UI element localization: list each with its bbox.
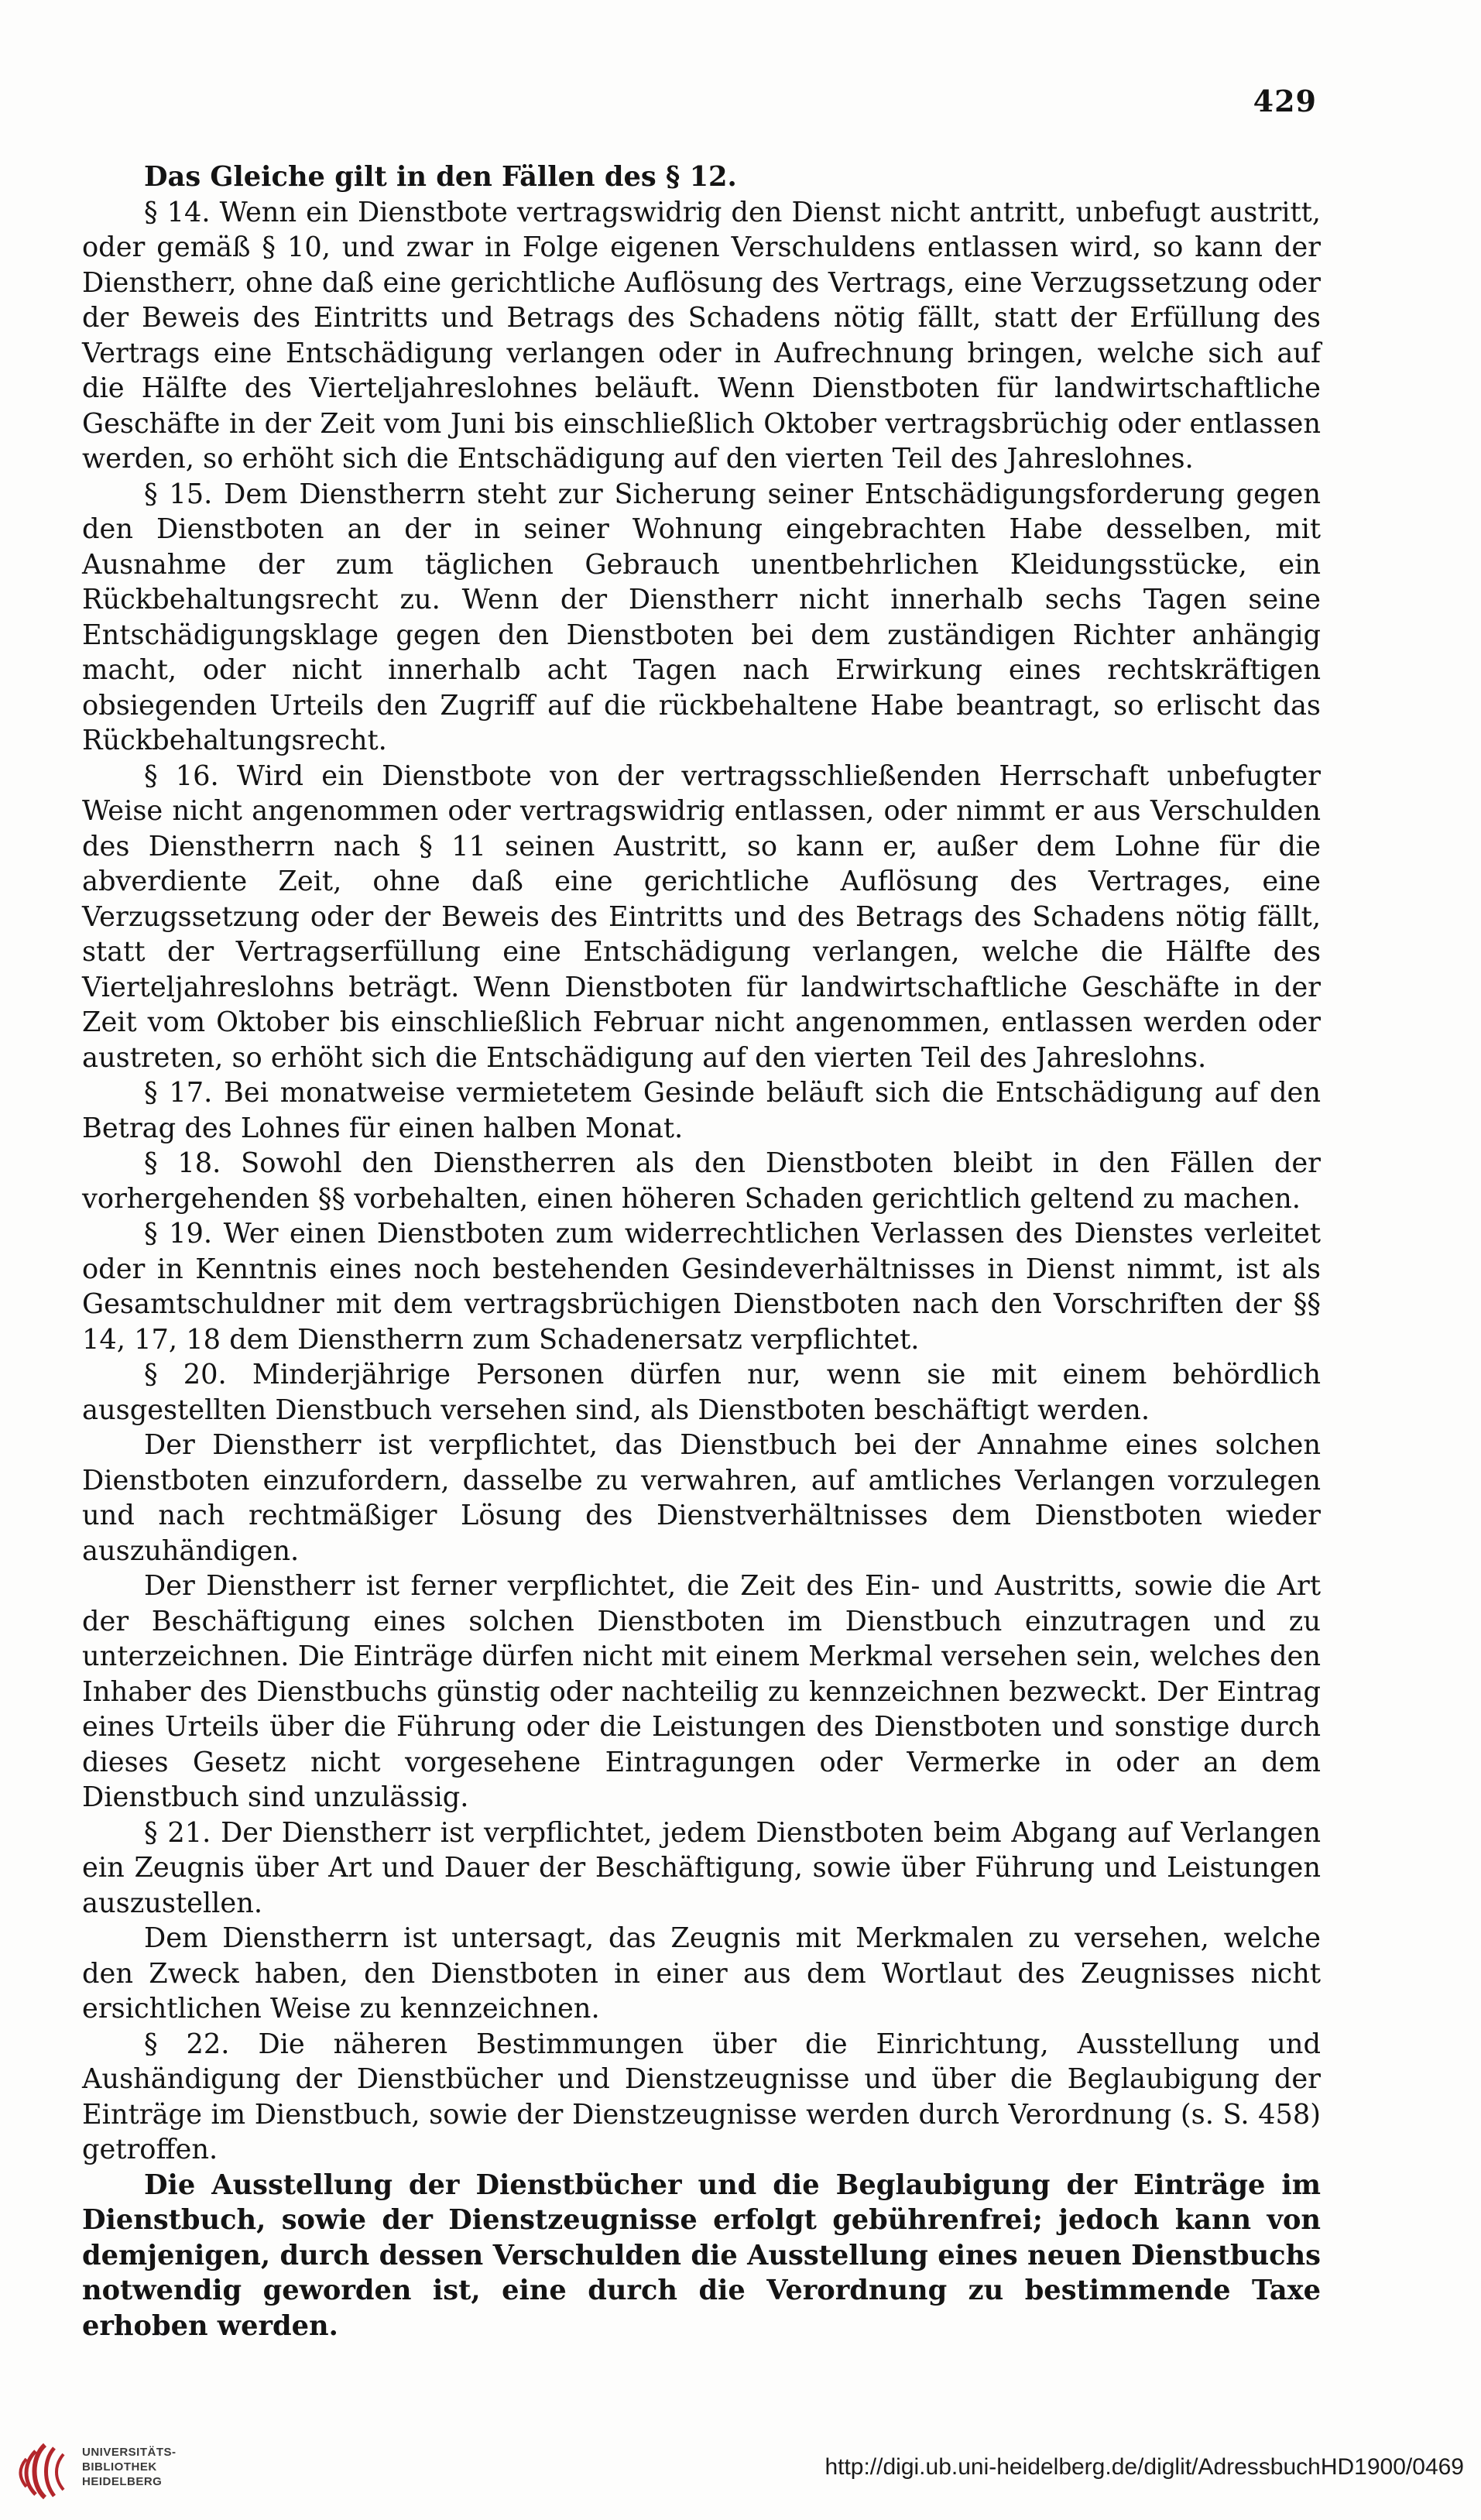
source-url-link[interactable]: http://digi.ub.uni-heidelberg.de/diglit/AdressbuchHD1900/0469 — [824, 2454, 1464, 2480]
paragraph-same-applies: Das Gleiche gilt in den Fällen des § 12. — [144, 161, 737, 193]
library-name-line-3: HEIDELBERG — [82, 2475, 163, 2488]
library-name-line-1: UNIVERSITÄTS- — [82, 2446, 177, 2459]
paragraph-section-20-dienstbuch: Der Dienstherr ist verpflichtet, das Dienstbuch bei der Annahme eines solchen Dienstboten einzufordern, dasselbe zu verwahren, auf amtliches Verlangen vorzulegen und nach rechtmäßiger Lösung des Dienstverhältnisses dem Dienstboten wieder auszuhändigen. — [82, 1429, 1321, 1567]
paragraph-section-20: § 20. Minderjährige Personen dürfen nur, wenn sie mit einem behördlich ausgestellten Dienstbuch versehen sind, als Dienstboten beschäftigt werden. — [82, 1359, 1321, 1426]
university-library-logo-icon — [15, 2442, 74, 2501]
paragraph-section-19: § 19. Wer einen Dienstboten zum widerrechtlichen Verlassen des Dienstes verleitet oder in Kenntnis eines noch bestehenden Gesindeverhältnisses in Dienst nimmt, ist als Gesamtschuldner mit dem vertragsbrüchigen Dienstboten nach den Vorschriften der §§ 14, 17, 18 dem Dienstherrn zum Schadenersatz verpflichtet. — [82, 1218, 1321, 1356]
paragraph-section-16: § 16. Wird ein Dienstbote von der vertragsschließenden Herrschaft unbefugter Weise nicht angenommen oder vertragswidrig entlassen, oder nimmt er aus Verschulden des Dienstherrn nach § 11 seinen Austritt, so kann er, außer dem Lohne für die abverdiente Zeit, ohne daß eine gerichtliche Auflösung des Vertrages, eine Verzugssetzung oder der Beweis des Eintritts und des Betrags des Schadens nötig fällt, statt der Vertragserfüllung eine Entschädigung verlangen, welche die Hälfte des Vierteljahreslohns beträgt. Wenn Dienstboten für landwirtschaftliche Geschäfte in der Zeit vom Oktober bis einschließlich Februar nicht angenommen, entlassen werden oder austreten, so erhöht sich die Entschädigung auf den vierten Teil des Jahreslohns. — [82, 759, 1321, 1074]
paragraph-section-17: § 17. Bei monatweise vermietetem Gesinde beläuft sich die Entschädigung auf den Betrag des Lohnes für einen halben Monat. — [82, 1077, 1321, 1144]
library-name — [82, 2445, 177, 2489]
paragraph-section-21: § 21. Der Dienstherr ist verpflichtet, jedem Dienstboten beim Abgang auf Verlangen ein Zeugnis über Art und Dauer der Beschäftigung, sowie über Führung und Leistungen auszustellen. — [82, 1816, 1321, 1919]
document-body — [82, 159, 1321, 2343]
footer — [0, 2422, 1481, 2520]
paragraph-section-18: § 18. Sowohl den Dienstherren als den Dienstboten bleibt in den Fällen der vorhergehenden §§ vorbehalten, einen höheren Schaden gerichtlich geltend zu machen. — [82, 1147, 1321, 1215]
paragraph-section-15: § 15. Dem Dienstherrn steht zur Sicherung seiner Entschädigungsforderung gegen den Dienstboten an der in seiner Wohnung eingebrachten Habe desselben, mit Ausnahme der zum täglichen Gebrauch unentbehrlichen Kleidungsstücke, ein Rückbehaltungsrecht zu. Wenn der Dienstherr nicht innerhalb sechs Tagen seine Entschädigungsklage gegen den Dienstboten bei dem zuständigen Richter anhängig macht, oder nicht innerhalb acht Tagen nach Erwirkung eines rechtskräftigen obsiegenden Urteils den Zugriff auf die rückbehaltene Habe beantragt, so erlischt das Rückbehaltungsrecht. — [82, 478, 1321, 756]
paragraph-section-22: § 22. Die näheren Bestimmungen über die Einrichtung, Ausstellung und Aushändigung der Dienstbücher und Dienstzeugnisse und über die Beglaubigung der Einträge im Dienstbuch, sowie der Dienstzeugnisse werden durch Verordnung (s. S. 458) getroffen. — [82, 2028, 1321, 2165]
page-number: 429 — [1253, 84, 1317, 118]
paragraph-section-22-fees: Die Ausstellung der Dienstbücher und die Beglaubigung der Einträge im Dienstbuch, sowie der Dienstzeugnisse erfolgt gebührenfrei; jedoch kann von demjenigen, durch dessen Verschulden die Ausstellung eines neuen Dienstbuchs notwendig geworden ist, eine durch die Verordnung zu bestimmende Taxe erhoben werden. — [82, 2169, 1321, 2342]
paragraph-section-14: § 14. Wenn ein Dienstbote vertragswidrig den Dienst nicht antritt, unbefugt austritt, oder gemäß § 10, und zwar in Folge eigenen Verschuldens entlassen wird, so kann der Dienstherr, ohne daß eine gerichtliche Auflösung des Vertrags, eine Verzugssetzung oder der Beweis des Eintritts und Betrags des Schadens nötig fällt, statt der Erfüllung des Vertrags eine Entschädigung verlangen oder in Aufrechnung bringen, welche sich auf die Hälfte des Vierteljahreslohnes beläuft. Wenn Dienstboten für landwirtschaftliche Geschäfte in der Zeit vom Juni bis einschließlich Oktober vertragsbrüchig oder entlassen werden, so erhöht sich die Entschädigung auf den vierten Teil des Jahreslohnes. — [82, 196, 1321, 475]
paragraph-section-20-entries: Der Dienstherr ist ferner verpflichtet, die Zeit des Ein- und Austritts, sowie die Art der Beschäftigung eines solchen Dienstboten im Dienstbuch einzutragen und zu unterzeichnen. Die Einträge dürfen nicht mit einem Merkmal versehen sein, welches den Inhaber des Dienstbuchs günstig oder nachteilig zu kennzeichnen bezweckt. Der Eintrag eines Urteils über die Führung oder die Leistungen des Dienstboten und sonstige durch dieses Gesetz nicht vorgesehene Eintragungen oder Vermerke in oder an dem Dienstbuch sind unzulässig. — [82, 1570, 1321, 1813]
library-name-line-2: BIBLIOTHEK — [82, 2460, 157, 2474]
paragraph-section-21-prohibition: Dem Dienstherrn ist untersagt, das Zeugnis mit Merkmalen zu versehen, welche den Zweck haben, den Dienstboten in einer aus dem Wortlaut des Zeugnisses nicht ersichtlichen Weise zu kennzeichnen. — [82, 1922, 1321, 2025]
